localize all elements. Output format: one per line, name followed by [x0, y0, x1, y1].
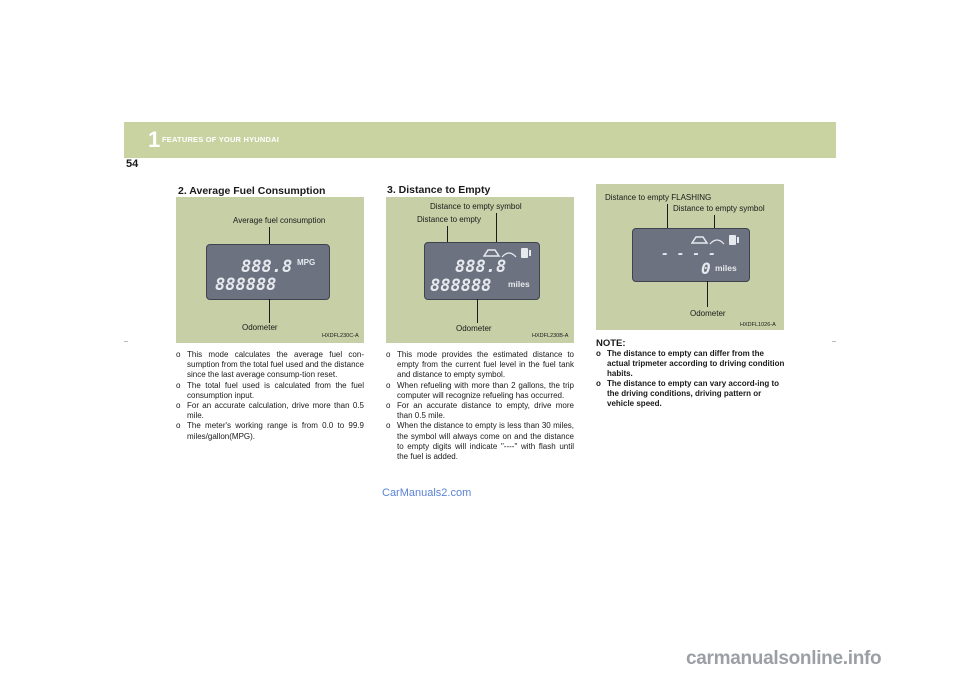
watermark-carmanualsonline: carmanualsonline.info [686, 648, 882, 669]
callout-dte: Distance to empty [417, 215, 482, 224]
distance-to-empty-bullets [386, 350, 574, 462]
list-item: o This mode provides the estimated distance to empty from the current fuel level in the fuel tank and distance to empty symbol. [386, 350, 574, 380]
list-item: o When the distance to empty is less than 30 miles, the symbol will always come on and the distance to empty digits will indicate "----" with flash until the fuel is added. [386, 421, 574, 462]
distance-to-empty-heading: 3. Distance to Empty [387, 184, 491, 196]
callout-average-fuel: Average fuel consumption [233, 216, 326, 225]
callout-dte-flashing: Distance to empty FLASHING [605, 193, 712, 202]
leader-flash-odometer [707, 281, 708, 307]
leader-dte-odometer [477, 299, 478, 323]
callout-flash-symbol: Distance to empty symbol [673, 204, 765, 213]
lcd-flash-odometer: 0 [701, 259, 711, 278]
chapter-number: 1 [148, 127, 161, 152]
car-icon [692, 237, 707, 243]
figure-code: HXDFL1026-A [740, 322, 776, 328]
lcd-average-value: 888.8 [241, 257, 293, 277]
list-item: o The meter's working range is from 0.0 to 99.9 miles/gallon(MPG). [176, 421, 364, 441]
list-item: o When refueling with more than 2 gallons, the trip computer will recognize refueling has occurred. [386, 380, 574, 400]
watermark-carmanuals2: CarManuals2.com [382, 487, 472, 499]
dte-flashing-figure [596, 184, 784, 330]
callout-dte-odometer: Odometer [456, 324, 492, 333]
crop-mark-left [124, 341, 128, 342]
figure-code: HXDFL230B-A [532, 333, 569, 339]
lcd-flashing-dashes: - - - - [661, 247, 716, 262]
fuel-pump-icon [729, 235, 739, 245]
average-fuel-lcd [206, 244, 330, 300]
list-item: o For an accurate calculation, drive more than 0.5 mile. [176, 401, 364, 421]
note-list [596, 349, 786, 409]
average-fuel-heading: 2. Average Fuel Consumption [178, 185, 326, 197]
page-number: 54 [126, 158, 139, 170]
lcd-mpg-unit: MPG [297, 258, 316, 267]
average-fuel-figure [176, 197, 364, 343]
callout-odometer: Odometer [242, 323, 278, 332]
lcd-odometer-value: 888888 [215, 275, 277, 295]
flash-symbol-icons [691, 233, 743, 247]
list-item: o For an accurate distance to empty, drive more than 0.5 mile. [386, 401, 574, 421]
lcd-dte-odometer: 888888 [430, 276, 492, 296]
list-item: o The distance to empty can vary accord-ing to the driving conditions, driving pattern or vehicle speed. [596, 379, 780, 408]
figure-code: HXDFL230C-A [322, 333, 359, 339]
note-heading: NOTE: [596, 338, 626, 349]
callout-flash-odometer: Odometer [690, 309, 726, 318]
fuel-pump-icon [521, 248, 531, 258]
lcd-dte-value: 888.8 [455, 257, 507, 277]
average-fuel-bullets [176, 350, 364, 442]
callout-dte-symbol: Distance to empty symbol [430, 202, 522, 211]
leader-dte-symbol [496, 213, 497, 244]
lcd-flash-miles-unit: miles [715, 263, 737, 273]
list-item: o The distance to empty can differ from the actual tripmeter according to driving condition habits. [596, 349, 785, 378]
lcd-miles-unit: miles [508, 279, 530, 289]
chapter-title: FEATURES OF YOUR HYUNDAI [162, 135, 280, 144]
car-icon [484, 250, 499, 256]
list-item: o This mode calculates the average fuel con-sumption from the total fuel used and the distance since the last average consump-tion reset. [176, 350, 364, 380]
dte-lcd [424, 242, 540, 300]
distance-to-empty-figure [386, 197, 574, 343]
dte-flashing-lcd [632, 228, 750, 282]
crop-mark-right [832, 341, 836, 342]
leader-odometer [269, 299, 270, 323]
road-icon [710, 240, 724, 244]
list-item: o The total fuel used is calculated from the fuel consumption input. [176, 380, 364, 400]
